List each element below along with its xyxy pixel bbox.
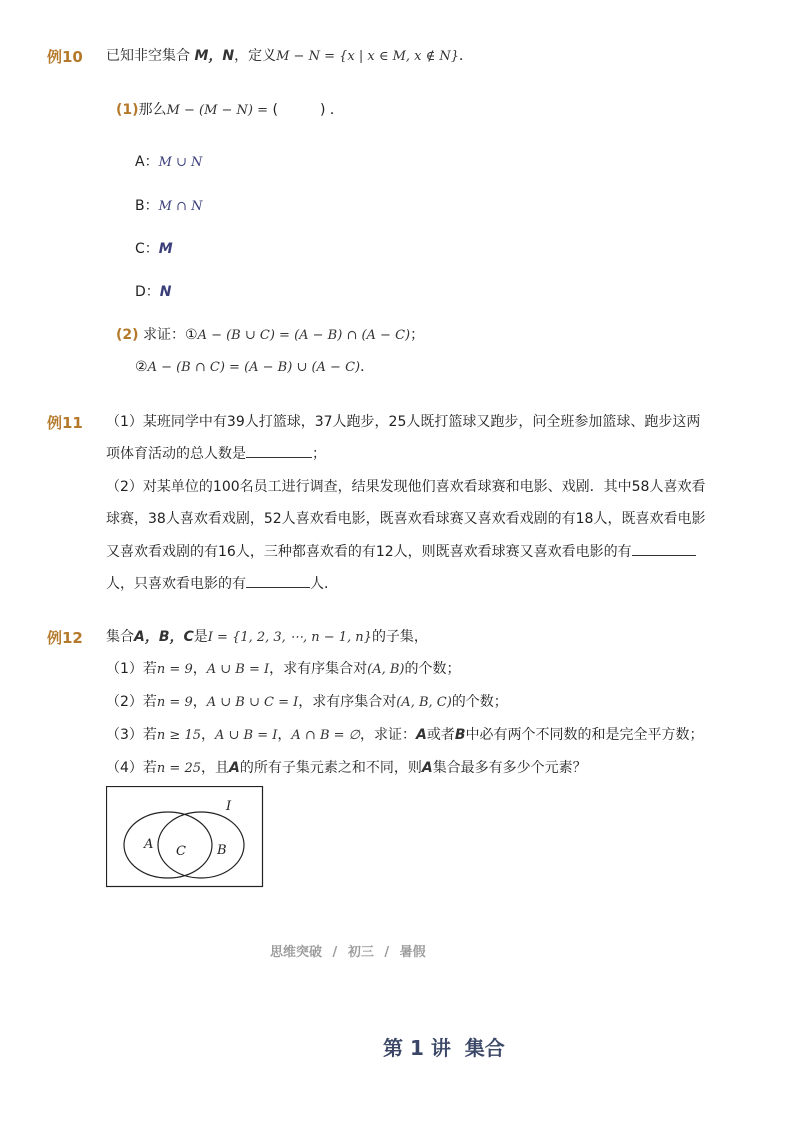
ex12-intro-text: 集合 [106,629,134,645]
lecture-title: 第 1 讲 集合 [383,1036,505,1060]
question-1-end: ． [329,102,344,118]
option-c-letter: C： [135,241,159,257]
footer-term: 暑假 [399,945,426,960]
option-b-letter: B： [135,198,159,214]
proof-formula-1: A − (B ∪ C) = (A − B) ∩ (A − C) [197,328,411,343]
question-2-end-2: ． [360,359,375,375]
formula: n = 9 [156,662,193,677]
footer-brand: 思维突破 [270,945,323,960]
text: 的所有子集元素之和不同，则 [239,760,422,776]
set-a: A [416,727,427,743]
answer-blank-1[interactable] [246,443,312,458]
ex12-question-1 [106,659,461,680]
formula: n ≥ 15 [156,728,201,743]
universal-set-formula: I = {1, 2, 3, ⋯, n − 1, n} [207,630,372,645]
set-a: A [421,760,433,776]
ex11-line-3: （2）对某单位的100名员工进行调查，结果发现他们喜欢看球赛和电影、戏剧．其中58人喜欢看 [106,479,706,495]
question-1-formula: M − (M − N) = [166,103,269,118]
footer-grade: 初三 [347,945,374,960]
intro-text-2: ，定义 [234,48,277,64]
example-12-label: 例12 [47,629,83,647]
ex12-sets: A，B，C [134,629,194,645]
formula: (A, B, C) [396,695,452,710]
text: 的个数； [451,694,508,710]
ex11-line-5 [106,541,696,562]
text: （1）若 [106,661,157,677]
intro-sets: M，N [194,48,235,64]
ex12-question-4 [106,758,587,779]
answer-paren: ( ) [272,102,326,118]
universal-set-box [107,787,263,887]
text: ， [192,694,207,710]
option-a-letter: A： [135,154,159,170]
intro-end: ． [459,48,474,64]
ex11-line-6-text: 人，只喜欢看电影的有 [106,576,246,592]
text: 的个数； [404,661,461,677]
ex11-line-1: （1）某班同学中有39人打篮球，37人跑步，25人既打篮球又跑步，问全班参加篮球、跑步这两 [106,414,701,430]
ex11-line-6-end: 人． [310,576,338,592]
definition-formula: M − N = {x | x ∈ M, x ∉ N} [276,49,460,64]
option-a-value: M ∪ N [158,155,203,170]
option-c[interactable] [135,239,173,259]
text: 或者 [426,727,455,743]
formula: (A, B) [367,662,405,677]
text: ，求证： [360,727,416,743]
text: ，且 [201,760,229,776]
formula: A ∪ B ∪ C = I [206,695,299,710]
text: 集合最多有多少个元素？ [432,760,587,776]
question-2-line-2 [135,357,374,378]
text: ，求有序集合对 [298,694,397,710]
example-11-label: 例11 [47,414,83,432]
ex12-intro-end: 的子集， [371,629,428,645]
label-c: C [176,844,186,859]
intro-text: 已知非空集合 [106,48,195,64]
label-b: B [217,843,227,858]
question-1 [116,100,344,121]
ex12-question-3 [106,725,704,746]
ex12-intro [106,627,428,648]
ex11-line-2-end: ； [312,446,326,462]
question-1-text: 那么 [138,102,167,118]
answer-blank-3[interactable] [246,573,310,588]
circle-2-marker: ② [135,359,148,375]
option-d[interactable] [135,282,172,302]
text: ， [277,727,292,743]
ex12-intro-text-2: 是 [193,629,208,645]
page-footer [270,941,426,960]
formula: A ∩ B = ∅ [291,728,360,743]
option-a[interactable] [135,152,202,173]
option-d-letter: D： [135,284,160,300]
formula: n = 9 [156,695,193,710]
text: （3）若 [106,727,157,743]
set-a: A [229,760,240,776]
text: 中必有两个不同数的和是完全平方数； [465,727,704,743]
option-c-value: M [158,241,173,257]
formula: A ∪ B = I [206,662,270,677]
ex11-line-2-text: 项体育活动的总人数是 [106,446,246,462]
ex11-line-6 [106,573,338,594]
example-10-intro [106,46,473,67]
text: ，求有序集合对 [269,661,368,677]
text: ， [192,661,207,677]
formula: A ∪ B = I [215,728,278,743]
ex12-question-2 [106,692,508,713]
ex11-line-4: 球赛，38人喜欢看戏剧，52人喜欢看电影，既喜欢看球赛又喜欢看戏剧的有18人，既喜欢看电影 [106,511,706,527]
question-2-text: 求证：① [143,327,198,343]
option-b[interactable] [135,196,202,217]
ex11-line-2 [106,443,326,464]
question-2-label: (2) [116,327,139,343]
label-a: A [144,837,154,852]
proof-formula-2: A − (B ∩ C) = (A − B) ∪ (A − C) [147,360,361,375]
text: （2）若 [106,694,157,710]
example-10-label: 例10 [47,48,83,66]
text: （4）若 [106,760,157,776]
option-b-value: M ∩ N [158,199,203,214]
footer-separator: / [384,945,390,960]
ex11-line-5-text: 又喜欢看戏剧的有16人，三种都喜欢看的有12人，则既喜欢看球赛又喜欢看电影的有 [106,544,632,560]
question-2-end-1: ； [410,327,425,343]
venn-diagram [106,786,264,888]
footer-separator: / [332,945,338,960]
formula: n = 25 [156,761,201,776]
answer-blank-2[interactable] [632,541,696,556]
question-1-label: (1) [116,102,139,118]
set-b: B [454,727,466,743]
question-2-line-1 [116,325,424,346]
label-i: I [226,799,232,814]
option-d-value: N [159,284,172,300]
text: ， [201,727,215,743]
